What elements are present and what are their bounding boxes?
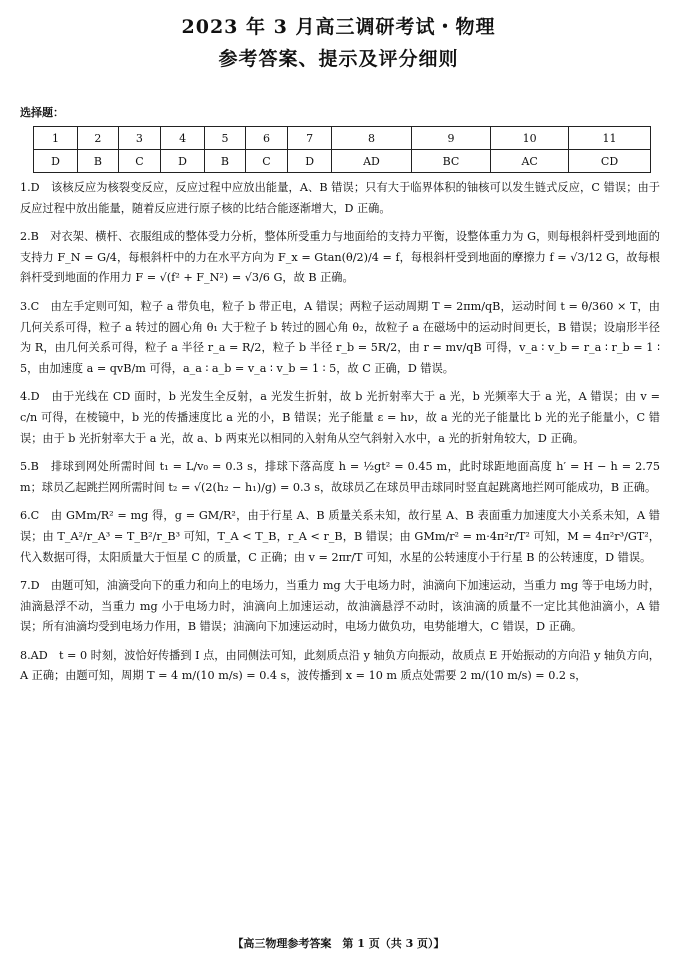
question-number: 10 [491,127,569,150]
question-number: 1 [34,127,78,150]
solution-6: 6.C 由 GMm/R² = mg 得，g = GM/R²，由于行星 A、B 质量关系未知，故行星 A、B 表面重力加速度大小关系未知，A 错误；由 T_A²/r_A³ = T_B²/r_B³ 可知，T_A < T_B，r_A < r_B，B 错误；由 GMm/r² = m·4π²r/T² 可知，M = 4π²r³/GT²，代入数据可得，太阳质量大于恒星 C 的质量，C 正确；由 v = 2πr/T 可知，水星的公转速度小于行星 B 的公转速度，D 错误。 [20,509,660,564]
solution-2: 2.B 对衣架、横杆、衣服组成的整体受力分析，整体所受重力与地面给的支持力平衡，设整体重力为 G，则每根斜杆受到地面的支持力 F_N = G/4，每根斜杆中的力在水平方向为 F_x = Gtan(θ/2)/4 = f，每根斜杆受到地面的摩擦力 f = √3/12 G，故每根斜杆受到地面的作用力 F = √(f² + F_N²) = √3/6 G，故 B 正确。 [20,230,660,285]
answer-table-answer-row [34,150,651,173]
solution-5: 5.B 排球到网处所需时间 t₁ = L/v₀ = 0.3 s，排球下落高度 h = ½gt² = 0.45 m，此时球距地面高度 h′ = H − h = 2.75 m；球员乙起跳拦网所需时间 t₂ = √(2(h₂ − h₁)/g) = 0.3 s，故球员乙在球员甲击球同时竖直起跳离地拦网可能成功，B 正确。 [20,460,660,494]
solutions-body [20,178,660,695]
answer-cell: C [118,150,160,173]
section-label: 选择题： [20,106,64,119]
question-number: 4 [161,127,205,150]
page-subtitle: 参考答案、提示及评分细则 [218,48,459,70]
answer-cell: D [34,150,78,173]
answer-cell: B [205,150,246,173]
page-footer: 【高三物理参考答案 第 1 页（共 3 页）】 [232,937,445,950]
question-number: 2 [78,127,119,150]
solution-3: 3.C 由左手定则可知，粒子 a 带负电，粒子 b 带正电，A 错误；两粒子运动周期 T = 2πm/qB，运动时间 t = θ/360 × T，由几何关系可得，粒子 a 转过的圆心角 θ₁ 大于粒子 b 转过的圆心角 θ₂，故粒子 a 在磁场中的运动时间更长，B 错误；设扇形半径为 R，由几何关系可得，粒子 a 半径 r_a = R/2，粒子 b 半径 r_b = 5R/2，由 r = mv/qB 可得，v_a ∶ v_b = r_a ∶ r_b = 1 ∶ 5，由加速度 a = qvB/m 可得，a_a ∶ a_b = v_a ∶ v_b = 1 ∶ 5，故 C 正确，D 错误。 [20,299,660,375]
question-number: 8 [332,127,412,150]
question-number: 11 [569,127,651,150]
question-number: 3 [118,127,160,150]
question-number: 5 [205,127,246,150]
answer-cell: D [288,150,332,173]
solution-8: 8.AD t = 0 时刻，波恰好传播到 I 点，由同侧法可知，此刻质点沿 y 轴负方向振动，故质点 E 开始振动的方向沿 y 轴负方向，A 正确；由题可知，周期 T = 4 m/(10 m/s) = 0.4 s，波传播到 x = 10 m 质点处需要 2 m/(10 m/s) = 0.2 s， [20,648,660,683]
answer-cell: BC [411,150,490,173]
solution-1: 1.D 该核反应为核裂变反应，反应过程中应放出能量，A、B 错误；只有大于临界体积的铀核可以发生链式反应，C 错误；由于反应过程中放出能量，随着反应进行原子核的比结合能逐渐增大，D 正确。 [20,181,660,215]
answer-cell: AC [491,150,569,173]
answer-table-number-row [34,127,651,150]
solution-7: 7.D 由题可知，油滴受向下的重力和向上的电场力，当重力 mg 大于电场力时，油滴向下加速运动，当重力 mg 等于电场力时，油滴悬浮不动，当重力 mg 小于电场力时，油滴向上加速运动，故油滴悬浮不动时，该油滴的质量不一定比其他油滴小，A 错误；所有油滴均受到电场力作用，B 错误；油滴向下加速运动时，电场力做负功，电势能增大，C 错误，D 正确。 [20,579,660,634]
answer-cell: CD [569,150,651,173]
answer-cell: AD [332,150,412,173]
answer-cell: D [161,150,205,173]
page-title: 2023 年 3 月高三调研考试・物理 [181,16,496,38]
answer-cell: C [245,150,287,173]
question-number: 7 [288,127,332,150]
question-number: 9 [411,127,490,150]
answer-table [33,126,651,173]
question-number: 6 [245,127,287,150]
solution-4: 4.D 由于光线在 CD 面时，b 光发生全反射，a 光发生折射，故 b 光折射率大于 a 光，b 光频率大于 a 光，A 错误；由 v = c/n 可得，在棱镜中，b 光的传播速度比 a 光的小，B 错误；光子能量 ε = hν，故 a 光的光子能量比 b 光的光子能量小，C 错误；由于 b 光折射率大于 a 光，故 a、b 两束光以相同的入射角从空气斜射入水中，a 光的折射角较大，D 正确。 [20,390,660,445]
answer-cell: B [78,150,119,173]
